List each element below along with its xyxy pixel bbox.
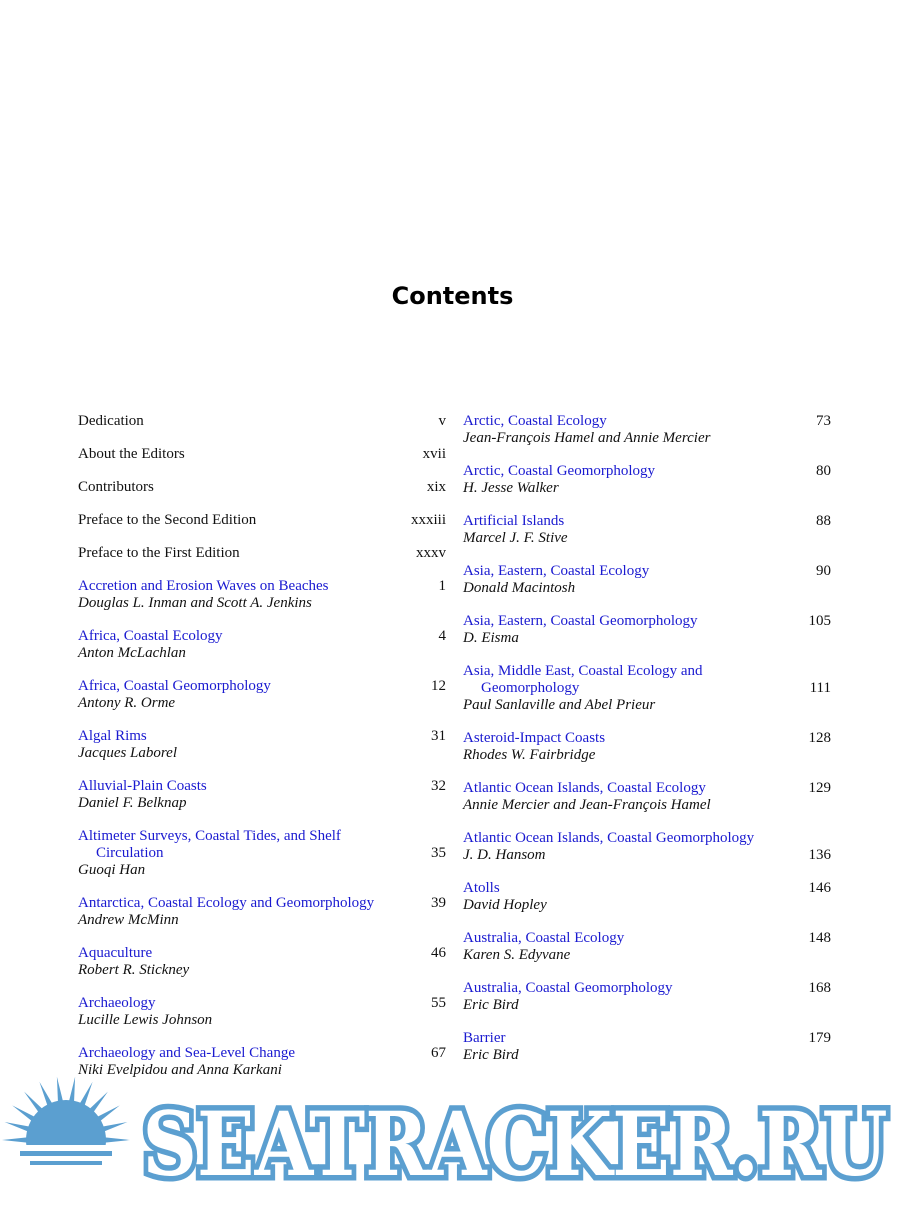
toc-entry-author: Guoqi Han: [78, 862, 146, 878]
toc-entry: [78, 512, 446, 529]
toc-entry: [78, 545, 446, 562]
watermark-text: SEATRACKER.RU: [142, 1092, 888, 1196]
page-title: Contents: [391, 282, 514, 310]
toc-entry-title[interactable]: Artificial Islands: [463, 513, 565, 529]
toc-entry[interactable]: [463, 563, 831, 597]
toc-entry-author: Karen S. Edyvane: [463, 947, 571, 963]
toc-entry-title[interactable]: Atlantic Ocean Islands, Coastal Geomorphology: [463, 830, 755, 846]
toc-entry-title[interactable]: Africa, Coastal Ecology: [78, 628, 223, 644]
toc-entry-title[interactable]: Arctic, Coastal Geomorphology: [463, 463, 656, 479]
toc-entry-author: Eric Bird: [463, 997, 519, 1013]
toc-entry-page: 46: [431, 945, 446, 961]
toc-entry[interactable]: [78, 678, 446, 712]
toc-entry-page: 128: [808, 730, 831, 746]
toc-entry: [78, 446, 446, 463]
toc-entry-title[interactable]: Algal Rims: [78, 728, 147, 744]
toc-entry[interactable]: [463, 663, 831, 714]
toc-entry-page: 111: [809, 680, 831, 696]
toc-entry-title[interactable]: Atlantic Ocean Islands, Coastal Ecology: [463, 780, 706, 796]
toc-entry-page: 90: [816, 563, 831, 579]
toc-entry-author: Robert R. Stickney: [78, 962, 190, 978]
toc-entry-page: 148: [808, 930, 831, 946]
toc-entry-page: 146: [808, 880, 831, 896]
toc-entry-title[interactable]: Archaeology: [78, 995, 156, 1011]
toc-entry-author: Donald Macintosh: [463, 580, 576, 596]
sun-ray: [5, 1122, 31, 1132]
contents-column-right: [463, 413, 831, 1080]
toc-entry-page: 67: [431, 1045, 446, 1061]
toc-entry-author: Jacques Laborel: [78, 745, 178, 761]
toc-entry-author: Andrew McMinn: [78, 912, 179, 928]
toc-entry-title[interactable]: Alluvial-Plain Coasts: [78, 778, 207, 794]
sun-ray: [57, 1077, 63, 1103]
toc-entry[interactable]: [463, 463, 831, 497]
sun-ray: [2, 1137, 28, 1142]
toc-entry-title[interactable]: Archaeology and Sea-Level Change: [78, 1045, 295, 1061]
toc-entry-page: xix: [426, 479, 446, 495]
toc-entry-page: 179: [808, 1030, 831, 1046]
sun-ray: [79, 1082, 92, 1107]
toc-entry-title[interactable]: Asia, Eastern, Coastal Ecology: [463, 563, 650, 579]
toc-entry[interactable]: [463, 980, 831, 1014]
toc-entry-page: xxxv: [416, 545, 446, 561]
toc-entry-title[interactable]: Arctic, Coastal Ecology: [463, 413, 607, 429]
toc-entry-author: Antony R. Orme: [78, 695, 176, 711]
toc-entry-author: David Hopley: [463, 897, 547, 913]
toc-entry[interactable]: [463, 880, 831, 914]
sun-ray: [102, 1122, 128, 1132]
toc-entry-author: Douglas L. Inman and Scott A. Jenkins: [78, 595, 312, 611]
toc-entry[interactable]: [78, 995, 446, 1029]
toc-entry-title[interactable]: Atolls: [463, 880, 500, 896]
toc-entry-page: 39: [431, 895, 446, 911]
toc-entry-title[interactable]: Antarctica, Coastal Ecology and Geomorphology: [78, 895, 375, 911]
toc-entry-author: Annie Mercier and Jean-François Hamel: [463, 797, 711, 813]
toc-entry-title[interactable]: Accretion and Erosion Waves on Beaches: [78, 578, 329, 594]
toc-entry-page: 35: [431, 845, 446, 861]
toc-entry[interactable]: [463, 513, 831, 547]
toc-entry-page: 80: [816, 463, 831, 479]
toc-entry-author: Eric Bird: [463, 1047, 519, 1063]
toc-entry-page: 12: [431, 678, 446, 694]
toc-entry-title[interactable]: Australia, Coastal Ecology: [463, 930, 625, 946]
toc-entry-page: 168: [808, 980, 831, 996]
toc-entry-author: Anton McLachlan: [78, 645, 186, 661]
toc-entry-author: Paul Sanlaville and Abel Prieur: [463, 697, 656, 713]
toc-entry-author: Niki Evelpidou and Anna Karkani: [78, 1062, 282, 1078]
toc-entry[interactable]: [78, 895, 446, 929]
toc-entry-author: Marcel J. F. Stive: [463, 530, 568, 546]
toc-entry[interactable]: [78, 828, 446, 879]
toc-entry-author: J. D. Hansom: [463, 847, 546, 863]
toc-entry-title[interactable]: Asteroid-Impact Coasts: [463, 730, 606, 746]
toc-entry-page: 55: [431, 995, 446, 1011]
toc-entry-title: Dedication: [78, 413, 144, 429]
toc-entry-page: 136: [808, 847, 831, 863]
toc-entry-page: 88: [816, 513, 831, 529]
toc-entry-page: 73: [816, 413, 831, 429]
toc-entry[interactable]: [463, 930, 831, 964]
toc-entry-title[interactable]: Africa, Coastal Geomorphology: [78, 678, 271, 694]
toc-entry-title[interactable]: Aquaculture: [78, 945, 153, 961]
toc-entry[interactable]: [78, 628, 446, 662]
toc-entry-page: 31: [431, 728, 446, 744]
toc-entry-author: Jean-François Hamel and Annie Mercier: [463, 430, 711, 446]
toc-entry-author: D. Eisma: [463, 630, 519, 646]
seatracker-watermark: [0, 1075, 905, 1205]
contents-column-left: [78, 413, 446, 1095]
toc-entry-page: 4: [438, 628, 446, 644]
toc-entry[interactable]: [463, 780, 831, 814]
toc-entry-title[interactable]: Altimeter Surveys, Coastal Tides, and Shelf Circulation: [78, 828, 341, 861]
sun-logo-icon: [0, 1077, 140, 1205]
toc-entry[interactable]: [463, 413, 831, 447]
toc-entry[interactable]: [78, 578, 446, 612]
toc-entry-title: Preface to the Second Edition: [78, 512, 257, 528]
toc-entry[interactable]: [78, 945, 446, 979]
toc-entry[interactable]: [463, 730, 831, 764]
toc-entry[interactable]: [78, 1045, 446, 1079]
toc-entry-title: About the Editors: [78, 446, 185, 462]
toc-entry-author: Rhodes W. Fairbridge: [463, 747, 596, 763]
toc-entry-author: Lucille Lewis Johnson: [78, 1012, 213, 1028]
toc-entry[interactable]: [78, 728, 446, 762]
toc-entry-title: Contributors: [78, 479, 154, 495]
sun-ray: [104, 1137, 130, 1142]
toc-entry[interactable]: [463, 830, 831, 864]
toc-entry-page: v: [438, 413, 446, 429]
toc-entry[interactable]: [78, 778, 446, 812]
toc-entry-title[interactable]: Asia, Middle East, Coastal Ecology and Geomorphology: [463, 663, 703, 696]
toc-entry-page: 129: [808, 780, 831, 796]
toc-entry-title[interactable]: Australia, Coastal Geomorphology: [463, 980, 673, 996]
toc-entry: [78, 479, 446, 496]
toc-entry-title[interactable]: Asia, Eastern, Coastal Geomorphology: [463, 613, 698, 629]
toc-entry-page: xxxiii: [410, 512, 446, 528]
toc-entry-page: 1: [438, 578, 446, 594]
toc-entry-page: xvii: [422, 446, 446, 462]
sun-ray: [69, 1077, 75, 1103]
toc-entry: [78, 413, 446, 430]
toc-entry-title[interactable]: Barrier: [463, 1030, 506, 1046]
toc-entry-page: 32: [431, 778, 446, 794]
toc-entry-title: Preface to the First Edition: [78, 545, 240, 561]
toc-entry[interactable]: [463, 1030, 831, 1064]
sun-ray: [39, 1082, 52, 1107]
toc-entry-author: Daniel F. Belknap: [78, 795, 187, 811]
toc-entry[interactable]: [463, 613, 831, 647]
toc-entry-author: H. Jesse Walker: [463, 480, 559, 496]
toc-entry-page: 105: [808, 613, 831, 629]
